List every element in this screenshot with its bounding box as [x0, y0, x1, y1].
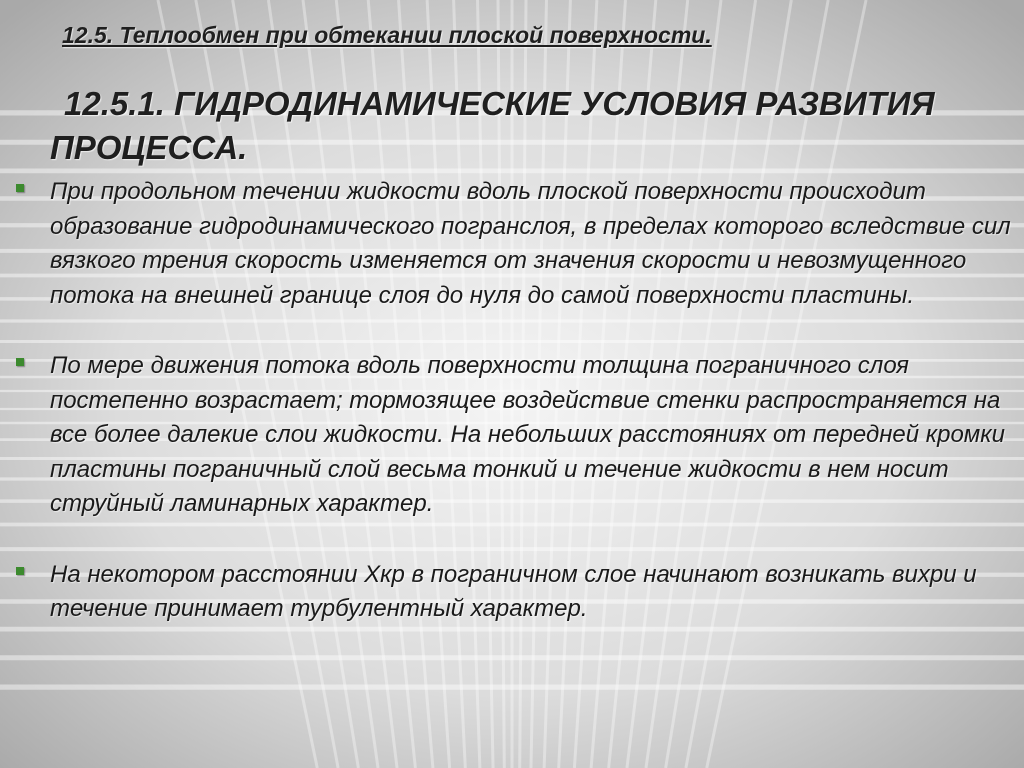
bullet-item [14, 175, 1014, 313]
slide-title: 12.5.1. ГИДРОДИНАМИЧЕСКИЕ УСЛОВИЯ РАЗВИТИЯ ПРОЦЕССА. [50, 85, 935, 166]
bullet-text: По мере движения потока вдоль поверхности толщина пограничного слоя постепенно возрастает; тормозящее воздействие стенки распространяется на все более далекие слои жидкости. На небольших расстояниях от передней кромки пластины пограничный слой весьма тонкий и течение жидкости в нем носит струйный ламинарных характер. [50, 352, 1005, 517]
bullet-text: На некотором расстоянии Хкр в пограничном слое начинают возникать вихри и течение принимает турбулентный характер. [50, 560, 977, 622]
bullet-list [14, 175, 1014, 663]
square-bullet-icon [16, 184, 24, 192]
square-bullet-icon [16, 358, 24, 366]
section-header: 12.5. Теплообмен при обтекании плоской поверхности. [62, 22, 712, 48]
bullet-item [14, 558, 1014, 627]
bullet-item [14, 349, 1014, 522]
bullet-text: При продольном течении жидкости вдоль плоской поверхности происходит образование гидродинамического погранслоя, в пределах которого вследствие сил вязкого трения скорость изменяется от значения скорости и невозмущенного потока на внешней границе слоя до нуля до самой поверхности пластины. [50, 178, 1011, 309]
square-bullet-icon [16, 567, 24, 575]
